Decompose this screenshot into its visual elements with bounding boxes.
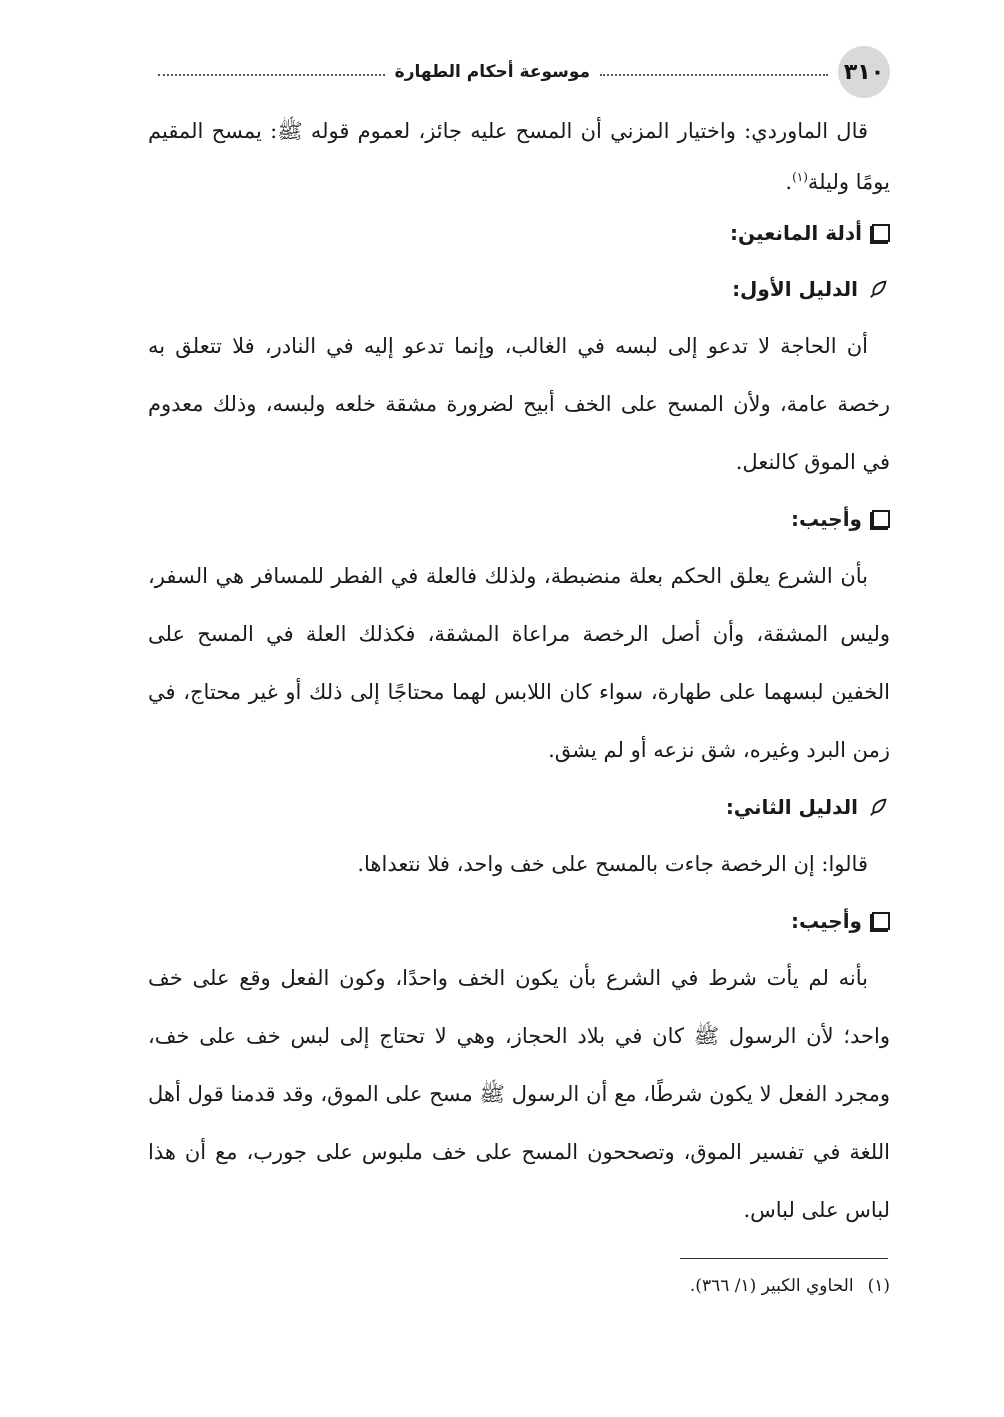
page-body [148,108,890,1239]
footnote-separator [680,1258,888,1259]
heading-text: وأجيب: [790,909,862,933]
evidence-heading [148,261,890,317]
paragraph: قالوا: إن الرخصة جاءت بالمسح على خف واحد، فلا نتعداها. [357,852,868,876]
checkbox-square-icon [872,224,890,242]
paragraph: بأنه لم يأت شرط في الشرع بأن يكون الخف واحدًا، وكون الفعل وقع على خف واحد؛ لأن الرسول ﷺ كان في بلاد الحجاز، وهي لا تحتاج إلى لبس خف على خف، ومجرد الفعل لا يكون شرطًا، مع أن الرسول ﷺ مسح على الموق، وقد قدمنا قول أهل اللغة في تفسير الموق، وتصححون المسح على خف ملبوس على جورب، مع أن هذا لباس على لباس. [148,966,890,1222]
header-dotted-rule [158,74,385,76]
heading-text: الدليل الثاني: [725,795,858,819]
book-title: موسوعة أحكام الطهارة [394,62,590,82]
evidence-heading [148,779,890,835]
footnote [690,1276,890,1296]
page-header [148,42,890,102]
heading-text: وأجيب: [790,507,862,531]
footnote-reference: (١) [792,170,808,184]
answer-heading [148,893,890,949]
footnote-number: (١) [867,1276,890,1296]
paragraph-end: . [785,170,793,194]
footnote-text: الحاوي الكبير (١/ ٣٦٦). [689,1276,854,1296]
answer-heading [148,491,890,547]
header-dotted-rule [600,74,828,76]
section-heading [148,205,890,261]
paragraph [148,108,890,205]
heading-text: أدلة المانعين: [730,221,862,245]
heading-text: الدليل الأول: [732,277,858,301]
paragraph: بأن الشرع يعلق الحكم بعلة منضبطة، ولذلك فالعلة في الفطر للمسافر هي السفر، وليس المشقة، وأن أصل الرخصة مراعاة المشقة، فكذلك العلة في المسح على الخفين لبسهما على طهارة، سواء كان اللابس لهما محتاجًا إلى ذلك أو غير محتاج، في زمن البرد وغيره، شق نزعه أو لم يشق. [148,564,890,762]
page-number: ٣١٠ [838,46,890,98]
paragraph-text: قال الماوردي: واختيار المزني أن المسح عليه جائز، لعموم قوله ﷺ: يمسح المقيم يومًا وليلة [148,119,890,194]
leaf-ornament-icon [868,796,890,818]
paragraph: أن الحاجة لا تدعو إلى لبسه في الغالب، وإنما تدعو إليه في النادر، فلا تتعلق به رخصة عامة، ولأن المسح على الخف أبيح لضرورة مشقة خلعه ولبسه، وذلك معدوم في الموق كالنعل. [148,334,890,474]
leaf-ornament-icon [868,278,890,300]
checkbox-square-icon [872,510,890,528]
checkbox-square-icon [872,912,890,930]
